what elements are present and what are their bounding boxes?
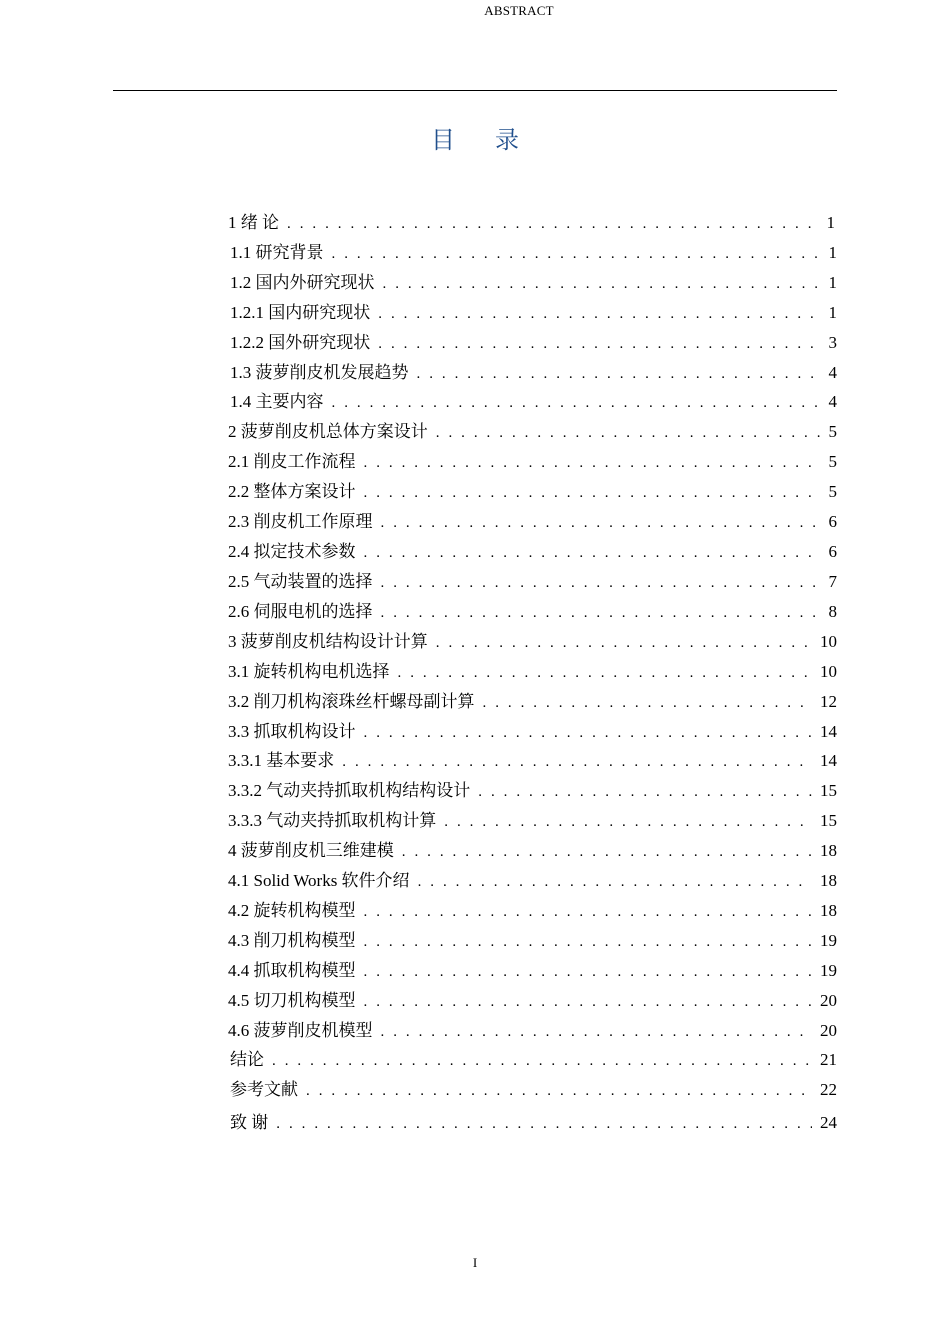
toc-entry-page: 14: [820, 722, 837, 741]
toc-leader-dots: [418, 867, 812, 897]
page-number: I: [472, 1255, 478, 1270]
toc-entry-page: 7: [828, 572, 837, 591]
toc-entry[interactable]: [228, 806, 837, 836]
toc-entry[interactable]: [228, 208, 835, 238]
toc-entry-label: 1.4 主要内容: [230, 392, 324, 411]
toc-entry-label: 2.3 削皮机工作原理: [228, 512, 373, 531]
toc-entry-page: 5: [828, 452, 837, 471]
toc-leader-dots: [364, 718, 813, 748]
toc-leader-dots: [381, 508, 821, 538]
toc-entry[interactable]: [228, 417, 837, 447]
header-divider: [113, 90, 837, 91]
toc-entry[interactable]: [228, 746, 837, 776]
toc-entry-page: 18: [820, 841, 837, 860]
toc-leader-dots: [483, 688, 813, 718]
toc-entry-label: 1.2.1 国内研究现状: [230, 303, 371, 322]
toc-entry[interactable]: [230, 387, 837, 417]
toc-leader-dots: [478, 777, 812, 807]
toc-leader-dots: [364, 538, 821, 568]
toc-entry-label: 2.6 伺服电机的选择: [228, 602, 373, 621]
toc-entry[interactable]: [228, 836, 837, 866]
toc-leader-dots: [332, 388, 821, 418]
toc-entry-page: 14: [820, 751, 837, 770]
toc-entry-label: 3.3.1 基本要求: [228, 751, 335, 770]
toc-entry-label: 1.3 菠萝削皮机发展趋势: [230, 363, 409, 382]
toc-entry-label: 4.2 旋转机构模型: [228, 901, 356, 920]
toc-entry-page: 21: [820, 1050, 837, 1069]
toc-leader-dots: [364, 448, 821, 478]
toc-title-char: 录: [495, 126, 519, 154]
toc-leader-dots: [417, 359, 821, 389]
toc-leader-dots: [402, 837, 812, 867]
toc-leader-dots: [381, 1017, 813, 1047]
toc-entry[interactable]: [228, 687, 837, 717]
toc-entry[interactable]: [228, 537, 837, 567]
toc-leader-dots: [398, 658, 813, 688]
toc-entry-label: 3.1 旋转机构电机选择: [228, 662, 390, 681]
toc-leader-dots: [364, 897, 813, 927]
toc-leader-dots: [342, 747, 812, 777]
toc-entry-label: 4 菠萝削皮机三维建模: [228, 841, 394, 860]
toc-entry[interactable]: [230, 1045, 837, 1075]
toc-entry[interactable]: [228, 896, 837, 926]
toc-entry[interactable]: [230, 1108, 837, 1138]
toc-leader-dots: [436, 628, 812, 658]
toc-entry-page: 1: [828, 303, 837, 322]
toc-entry-label: 1.2.2 国外研究现状: [230, 333, 371, 352]
toc-entry-label: 3.2 削刀机构滚珠丝杆螺母副计算: [228, 692, 475, 711]
toc-entry[interactable]: [230, 1075, 837, 1105]
toc-entry[interactable]: [228, 447, 837, 477]
toc-entry-label: 2.4 拟定技术参数: [228, 542, 356, 561]
toc-entry[interactable]: [230, 298, 837, 328]
toc-entry-page: 5: [828, 482, 837, 501]
toc-entry-page: 3: [828, 333, 837, 352]
toc-entry[interactable]: [230, 268, 837, 298]
toc-entry[interactable]: [228, 1016, 837, 1046]
toc-entry[interactable]: [228, 477, 837, 507]
toc-entry[interactable]: [228, 956, 837, 986]
toc-leader-dots: [364, 957, 813, 987]
toc-entry[interactable]: [230, 328, 837, 358]
toc-entry-label: 2 菠萝削皮机总体方案设计: [228, 422, 428, 441]
toc-leader-dots: [381, 598, 821, 628]
toc-entry[interactable]: [228, 926, 837, 956]
toc-entry-label: 2.1 削皮工作流程: [228, 452, 356, 471]
toc-leader-dots: [276, 1109, 812, 1139]
toc-entry[interactable]: [230, 358, 837, 388]
toc-entry-page: 12: [820, 692, 837, 711]
toc-entry-label: 2.5 气动装置的选择: [228, 572, 373, 591]
toc-entry[interactable]: [228, 776, 837, 806]
toc-entry[interactable]: [228, 627, 837, 657]
toc-leader-dots: [436, 418, 821, 448]
toc-entry-label: 结论: [230, 1050, 264, 1069]
toc-leader-dots: [378, 299, 820, 329]
toc-entry-page: 19: [820, 931, 837, 950]
toc-entry-label: 4.4 抓取机构模型: [228, 961, 356, 980]
toc-entry-label: 1.2 国内外研究现状: [230, 273, 375, 292]
toc-entry[interactable]: [228, 567, 837, 597]
toc-entry-page: 20: [820, 991, 837, 1010]
toc-title: [0, 120, 950, 155]
toc-entry-label: 3.3.2 气动夹持抓取机构结构设计: [228, 781, 471, 800]
toc-entry[interactable]: [228, 717, 837, 747]
toc-entry-page: 15: [820, 781, 837, 800]
toc-entry-page: 1: [828, 273, 837, 292]
toc-entry-page: 5: [828, 422, 837, 441]
toc-leader-dots: [364, 927, 813, 957]
toc-leader-dots: [287, 209, 819, 239]
toc-entry-page: 6: [828, 512, 837, 531]
toc-entry-page: 20: [820, 1021, 837, 1040]
toc-leader-dots: [378, 329, 820, 359]
toc-entry-label: 4.6 菠萝削皮机模型: [228, 1021, 373, 1040]
toc-entry-label: 3.3.3 气动夹持抓取机构计算: [228, 811, 437, 830]
toc-leader-dots: [306, 1076, 812, 1106]
toc-entry-page: 18: [820, 871, 837, 890]
toc-entry-page: 24: [820, 1113, 837, 1132]
toc-entry-label: 4.1 Solid Works 软件介绍: [228, 871, 410, 890]
toc-entry-label: 4.3 削刀机构模型: [228, 931, 356, 950]
toc-entry-label: 2.2 整体方案设计: [228, 482, 356, 501]
toc-leader-dots: [332, 239, 821, 269]
toc-entry-page: 4: [828, 363, 837, 382]
toc-entry[interactable]: [228, 986, 837, 1016]
toc-leader-dots: [383, 269, 821, 299]
toc-entry[interactable]: [228, 866, 837, 896]
toc-entry-label: 参考文献: [230, 1080, 298, 1099]
toc-leader-dots: [444, 807, 812, 837]
toc-entry-label: 4.5 切刀机构模型: [228, 991, 356, 1010]
toc-entry-page: 10: [820, 662, 837, 681]
toc-entry[interactable]: [228, 507, 837, 537]
toc-entry-label: 3 菠萝削皮机结构设计计算: [228, 632, 428, 651]
toc-entry-page: 1: [828, 243, 837, 262]
toc-entry-label: 致 谢: [230, 1113, 269, 1132]
toc-entry-page: 19: [820, 961, 837, 980]
toc-entry-page: 4: [828, 392, 837, 411]
toc-entry-label: 3.3 抓取机构设计: [228, 722, 356, 741]
toc-title-char: 目: [431, 126, 455, 154]
toc-leader-dots: [381, 568, 821, 598]
toc-entry-page: 18: [820, 901, 837, 920]
toc-leader-dots: [364, 987, 813, 1017]
toc-entry-page: 10: [820, 632, 837, 651]
toc-entry-page: 8: [828, 602, 837, 621]
toc-entry[interactable]: [228, 657, 837, 687]
toc-entry-page: 22: [820, 1080, 837, 1099]
toc-entry-page: 6: [828, 542, 837, 561]
toc-entry-label: 1 绪 论: [228, 213, 279, 232]
toc-leader-dots: [272, 1046, 812, 1076]
toc-entry-page: 1: [826, 213, 835, 232]
toc-entry[interactable]: [230, 238, 837, 268]
toc-entry-page: 15: [820, 811, 837, 830]
toc-entry-label: 1.1 研究背景: [230, 243, 324, 262]
toc-leader-dots: [364, 478, 821, 508]
toc-entry[interactable]: [228, 597, 837, 627]
running-header: ABSTRACT: [484, 3, 554, 18]
